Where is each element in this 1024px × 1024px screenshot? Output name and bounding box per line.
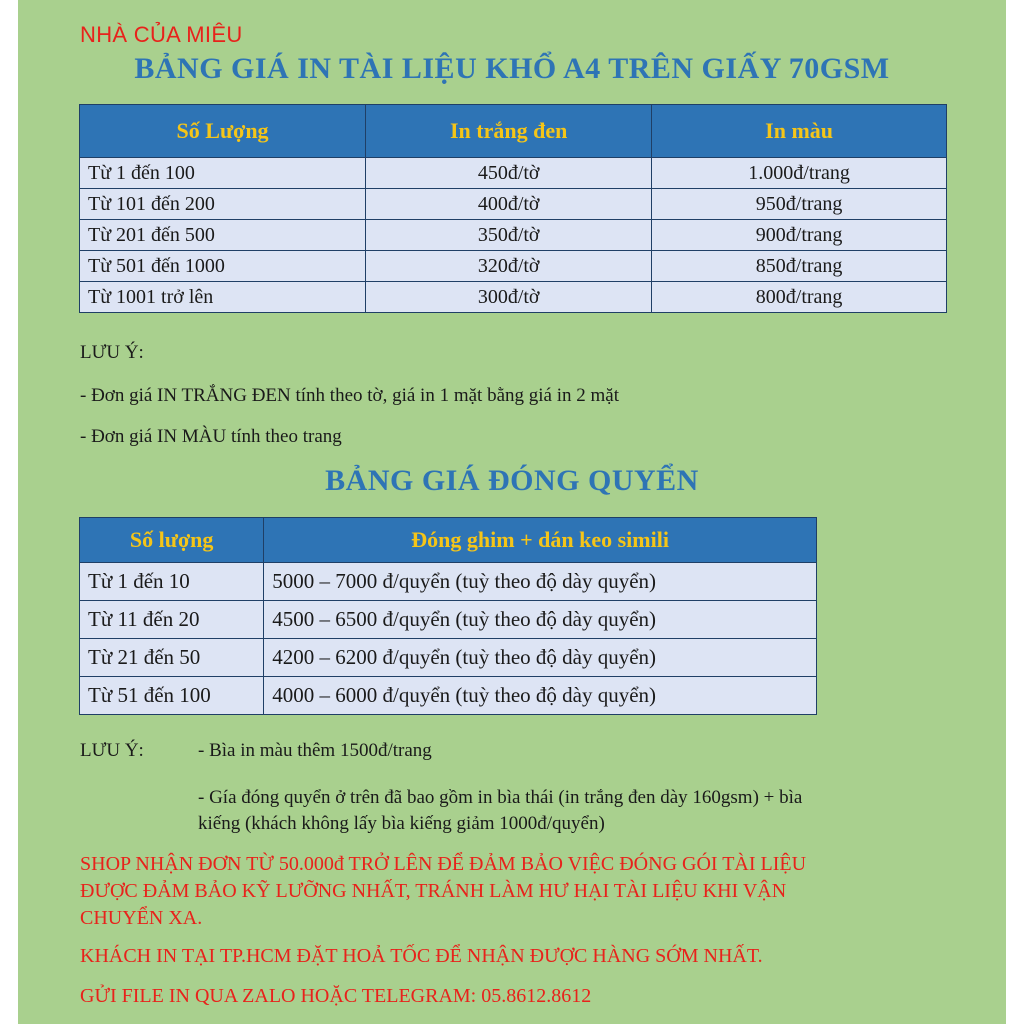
note-item-continued: kiếng (khách không lấy bìa kiếng giảm 1000đ/quyển) bbox=[198, 813, 605, 834]
bw-price-cell: 400đ/tờ bbox=[366, 189, 652, 220]
binding-price-cell: 5000 – 7000 đ/quyển (tuỳ theo độ dày quyển) bbox=[264, 563, 817, 601]
red-note-line: ĐƯỢC ĐẢM BẢO KỸ LƯỠNG NHẤT, TRÁNH LÀM HƯ HẠI TÀI LIỆU KHI VẬN bbox=[80, 880, 787, 902]
contact-line: GỬI FILE IN QUA ZALO HOẶC TELEGRAM: 05.8612.8612 bbox=[80, 985, 592, 1007]
quantity-cell: Từ 101 đến 200 bbox=[80, 189, 366, 220]
column-header-quantity: Số Lượng bbox=[80, 105, 366, 158]
table-row bbox=[80, 639, 817, 677]
table-row bbox=[80, 251, 947, 282]
column-header-bw: In trắng đen bbox=[366, 105, 652, 158]
quantity-cell: Từ 21 đến 50 bbox=[80, 639, 264, 677]
column-header-quantity: Số lượng bbox=[80, 518, 264, 563]
quantity-cell: Từ 51 đến 100 bbox=[80, 677, 264, 715]
note-item: - Bìa in màu thêm 1500đ/trang bbox=[198, 740, 432, 761]
table-row bbox=[80, 677, 817, 715]
binding-price-cell: 4200 – 6200 đ/quyển (tuỳ theo độ dày quyển) bbox=[264, 639, 817, 677]
table-row bbox=[80, 158, 947, 189]
notes-label: LƯU Ý: bbox=[80, 342, 144, 363]
color-price-cell: 1.000đ/trang bbox=[652, 158, 947, 189]
bw-price-cell: 300đ/tờ bbox=[366, 282, 652, 313]
quantity-cell: Từ 201 đến 500 bbox=[80, 220, 366, 251]
table-row bbox=[80, 220, 947, 251]
bw-price-cell: 320đ/tờ bbox=[366, 251, 652, 282]
color-price-cell: 850đ/trang bbox=[652, 251, 947, 282]
quantity-cell: Từ 1001 trở lên bbox=[80, 282, 366, 313]
print-price-table bbox=[79, 104, 947, 313]
binding-price-title: BẢNG GIÁ ĐÓNG QUYỂN bbox=[325, 464, 699, 497]
red-note-line: KHÁCH IN TẠI TP.HCM ĐẶT HOẢ TỐC ĐỂ NHẬN ĐƯỢC HÀNG SỚM NHẤT. bbox=[80, 945, 763, 967]
quantity-cell: Từ 1 đến 10 bbox=[80, 563, 264, 601]
bw-price-cell: 450đ/tờ bbox=[366, 158, 652, 189]
note-item: - Đơn giá IN MÀU tính theo trang bbox=[80, 426, 342, 447]
note-item: - Gía đóng quyển ở trên đã bao gồm in bìa thái (in trắng đen dày 160gsm) + bìa bbox=[198, 787, 803, 808]
table-row bbox=[80, 563, 817, 601]
binding-price-table bbox=[79, 517, 817, 715]
notes-label: LƯU Ý: bbox=[80, 740, 144, 761]
binding-price-cell: 4000 – 6000 đ/quyển (tuỳ theo độ dày quyển) bbox=[264, 677, 817, 715]
quantity-cell: Từ 1 đến 100 bbox=[80, 158, 366, 189]
column-header-binding: Đóng ghim + dán keo simili bbox=[264, 518, 817, 563]
table-header-row bbox=[80, 518, 817, 563]
table-row bbox=[80, 282, 947, 313]
table-row bbox=[80, 601, 817, 639]
table-row bbox=[80, 189, 947, 220]
table-header-row bbox=[80, 105, 947, 158]
color-price-cell: 950đ/trang bbox=[652, 189, 947, 220]
binding-price-cell: 4500 – 6500 đ/quyển (tuỳ theo độ dày quyển) bbox=[264, 601, 817, 639]
quantity-cell: Từ 11 đến 20 bbox=[80, 601, 264, 639]
note-item: - Đơn giá IN TRẮNG ĐEN tính theo tờ, giá in 1 mặt bằng giá in 2 mặt bbox=[80, 385, 619, 406]
color-price-cell: 900đ/trang bbox=[652, 220, 947, 251]
print-price-title: BẢNG GIÁ IN TÀI LIỆU KHỔ A4 TRÊN GIẤY 70GSM bbox=[134, 52, 890, 85]
column-header-color: In màu bbox=[652, 105, 947, 158]
color-price-cell: 800đ/trang bbox=[652, 282, 947, 313]
red-note-line: CHUYỂN XA. bbox=[80, 907, 203, 929]
red-note-line: SHOP NHẬN ĐƠN TỪ 50.000đ TRỞ LÊN ĐỂ ĐẢM BẢO VIỆC ĐÓNG GÓI TÀI LIỆU bbox=[80, 853, 807, 875]
quantity-cell: Từ 501 đến 1000 bbox=[80, 251, 366, 282]
shop-name: NHÀ CỦA MIÊU bbox=[80, 22, 243, 47]
bw-price-cell: 350đ/tờ bbox=[366, 220, 652, 251]
